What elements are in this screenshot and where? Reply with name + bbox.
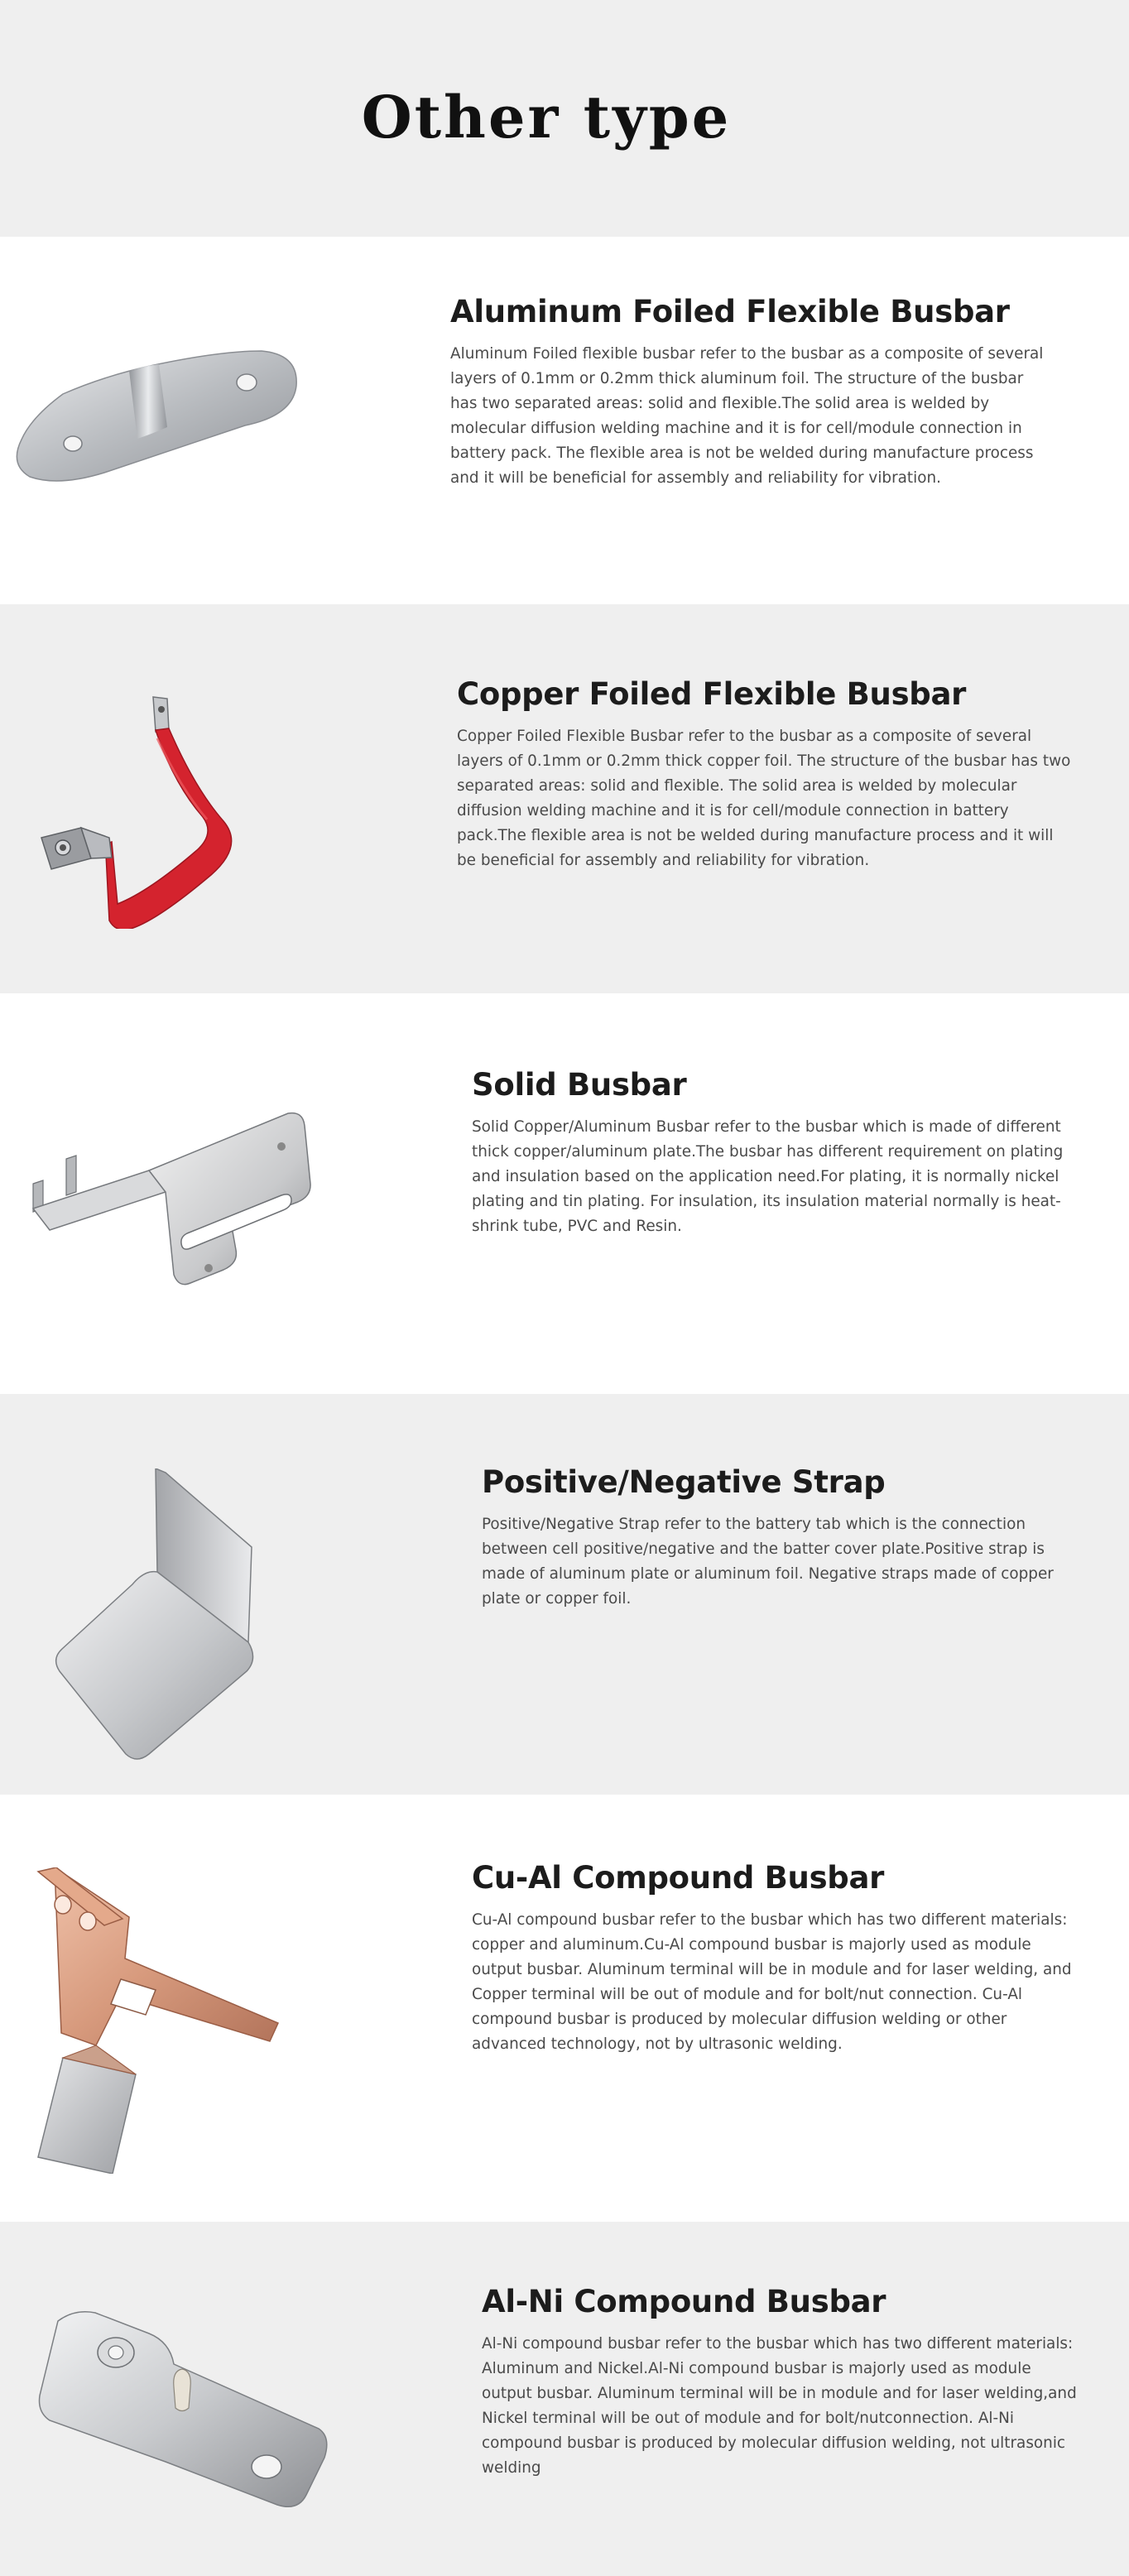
al-ni-busbar-image <box>33 2304 339 2528</box>
product-section-aluminum-foiled <box>0 237 1129 604</box>
strap-image <box>50 1468 298 1775</box>
product-text-aluminum-foiled <box>450 295 1046 491</box>
product-description: Aluminum Foiled flexible busbar refer to the busbar as a composite of several layers of 0.1mm or 0.2mm thick aluminum foil. The structure of the busbar has two separated areas: solid and flexible.The solid area is welded by molecular diffusion welding machine and it is for cell/module connection in battery pack. The flexible area is not be welded during manufacture process and it will be beneficial for assembly and reliability for vibration. <box>450 344 1044 487</box>
cu-al-busbar-image <box>30 1867 311 2174</box>
product-title: Positive/Negative Strap <box>482 1464 886 1500</box>
page-title: Other type <box>361 83 732 151</box>
product-text-cu-al <box>472 1861 1081 2057</box>
product-title: Aluminum Foiled Flexible Busbar <box>450 294 1010 329</box>
product-section-al-ni <box>0 2222 1129 2576</box>
product-text-copper-foiled <box>457 677 1071 873</box>
product-text-al-ni <box>482 2285 1086 2481</box>
solid-busbar-image <box>25 1109 323 1308</box>
product-text-strap <box>482 1465 1081 1612</box>
copper-foiled-busbar-image <box>33 680 281 929</box>
product-title: Copper Foiled Flexible Busbar <box>457 676 967 712</box>
product-section-copper-foiled <box>0 604 1129 993</box>
aluminum-foiled-busbar-image <box>13 336 303 493</box>
product-description: Al-Ni compound busbar refer to the busbar which has two different materials: Aluminum and Nickel.Al-Ni compound busbar is majorly used as module output busbar. Aluminum terminal will be in module and for laser welding,and Nickel terminal will be out of module and for bolt/nutconnection. Al-Ni compound busbar is produced by molecular diffusion welding, not ultrasonic welding <box>482 2334 1077 2477</box>
hero-banner <box>0 0 1129 237</box>
product-section-cu-al <box>0 1795 1129 2222</box>
product-title: Solid Busbar <box>472 1067 687 1103</box>
product-title: Cu-Al Compound Busbar <box>472 1860 885 1896</box>
product-title: Al-Ni Compound Busbar <box>482 2284 886 2319</box>
product-section-strap <box>0 1394 1129 1795</box>
product-description: Positive/Negative Strap refer to the battery tab which is the connection between cell positive/negative and the batter cover plate.Positive strap is made of aluminum plate or aluminum foil. Negative straps made of copper plate or copper foil. <box>482 1515 1054 1608</box>
product-description: Copper Foiled Flexible Busbar refer to the busbar as a composite of several layers of 0.1mm or 0.2mm thick copper foil. The structure of the busbar has two separated areas: solid and flexible. The solid area is welded by molecular diffusion welding machine and it is for cell/module connection in battery pack.The flexible area is not be welded during manufacture process and it will be beneficial for assembly and reliability for vibration. <box>457 727 1071 869</box>
product-description: Solid Copper/Aluminum Busbar refer to the busbar which is made of different thick copper/aluminum plate.The busbar has different requirement on plating and insulation based on the application need.For plating, it is normally nickel plating and tin plating. For insulation, its insulation material normally is heat-shrink tube, PVC and Resin. <box>472 1117 1064 1235</box>
product-description: Cu-Al compound busbar refer to the busbar which has two different materials: copper and aluminum.Cu-Al compound busbar is majorly used as module output busbar. Aluminum terminal will be in module and for laser welding, and Copper terminal will be out of module and for bolt/nut connection. Cu-Al compound busbar is produced by molecular diffusion welding or other advanced technology, not by ultrasonic welding. <box>472 1910 1072 2053</box>
product-text-solid-busbar <box>472 1068 1081 1239</box>
product-section-solid-busbar <box>0 993 1129 1394</box>
